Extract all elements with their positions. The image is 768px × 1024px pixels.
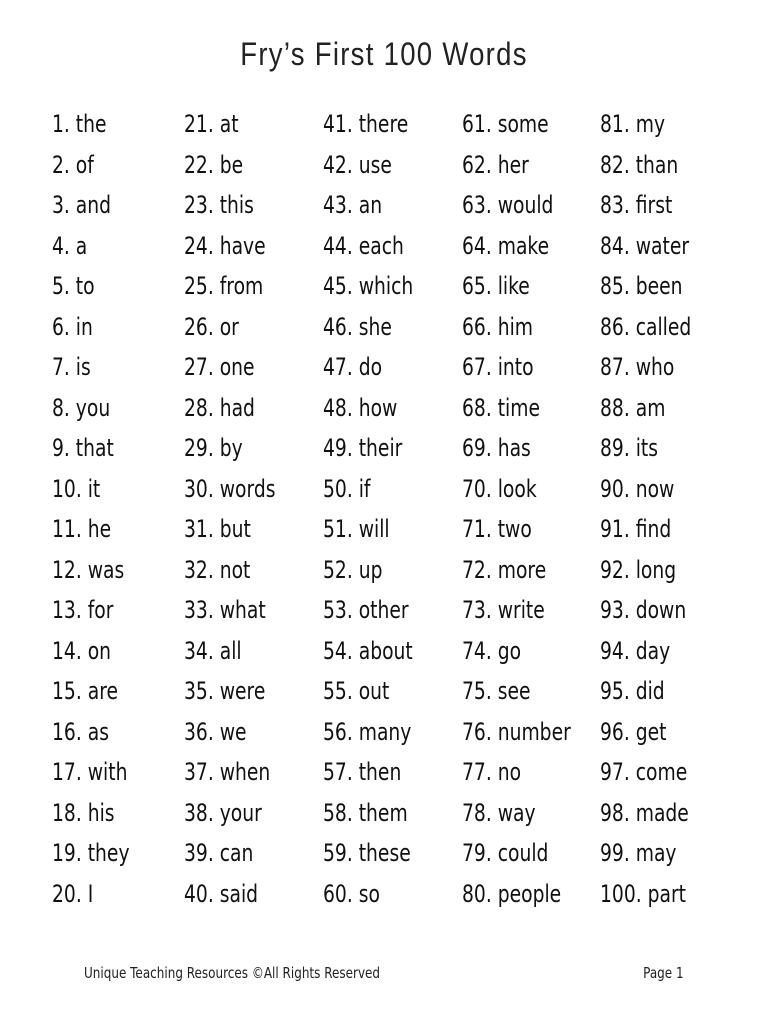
word-item: 55. out	[323, 677, 390, 705]
word-item: 38. your	[184, 798, 262, 827]
word-item: 2. of	[52, 150, 94, 179]
word-item: 24. have	[184, 231, 266, 260]
word-item: 50. if	[323, 474, 371, 503]
word-item: 57. then	[323, 758, 402, 786]
word-item: 80. people	[462, 879, 562, 908]
word-item: 66. him	[462, 312, 534, 341]
word-item: 33. what	[184, 596, 266, 624]
word-item: 29. by	[184, 434, 243, 462]
word-item: 48. how	[323, 393, 398, 422]
word-item: 87. who	[600, 353, 675, 381]
word-item: 27. one	[184, 353, 255, 381]
word-item: 36. we	[184, 717, 247, 746]
word-item: 34. all	[184, 636, 242, 665]
word-item: 15. are	[52, 677, 118, 705]
word-item: 26. or	[184, 312, 239, 341]
word-item: 46. she	[323, 312, 392, 341]
word-item: 90. now	[600, 474, 675, 503]
word-item: 95. did	[600, 677, 665, 705]
word-item: 31. but	[184, 515, 251, 543]
word-item: 44. each	[323, 231, 404, 260]
word-item: 54. about	[323, 636, 413, 665]
word-item: 4. a	[52, 231, 88, 260]
word-item: 20. I	[52, 879, 94, 908]
word-item: 59. these	[323, 839, 411, 867]
word-item: 16. as	[52, 717, 109, 746]
word-item: 69. has	[462, 434, 531, 462]
word-item: 9. that	[52, 434, 114, 462]
word-column-1	[52, 104, 202, 914]
word-item: 89. its	[600, 434, 659, 462]
footer-page-number: Page 1	[643, 964, 684, 982]
word-item: 35. were	[184, 677, 266, 705]
word-item: 17. with	[52, 758, 128, 786]
word-item: 97. come	[600, 758, 688, 786]
word-item: 52. up	[323, 555, 383, 584]
word-item: 3. and	[52, 191, 112, 219]
word-item: 5. to	[52, 272, 95, 300]
word-item: 21. at	[184, 110, 239, 138]
word-item: 1. the	[52, 110, 107, 138]
word-item: 43. an	[323, 191, 383, 219]
word-item: 76. number	[462, 717, 571, 746]
word-item: 86. called	[600, 312, 692, 341]
word-column-5	[600, 104, 750, 914]
word-item: 60. so	[323, 879, 380, 908]
word-item: 25. from	[184, 272, 264, 300]
word-item: 45. which	[323, 272, 414, 300]
page-title: Fry’s First 100 Words	[240, 36, 528, 72]
word-item: 61. some	[462, 110, 549, 138]
word-column-3	[323, 104, 473, 914]
word-item: 28. had	[184, 393, 255, 422]
word-item: 70. look	[462, 474, 537, 503]
word-item: 92. long	[600, 555, 677, 584]
word-item: 51. will	[323, 515, 390, 543]
word-item: 72. more	[462, 555, 547, 584]
word-item: 58. them	[323, 798, 408, 827]
word-item: 40. said	[184, 879, 259, 908]
word-item: 53. other	[323, 596, 409, 624]
word-item: 75. see	[462, 677, 531, 705]
word-item: 73. write	[462, 596, 545, 624]
word-column-2	[184, 104, 334, 914]
word-item: 18. his	[52, 798, 115, 827]
word-item: 67. into	[462, 353, 534, 381]
word-item: 100. part	[600, 879, 687, 908]
word-item: 23. this	[184, 191, 254, 219]
word-item: 14. on	[52, 636, 112, 665]
word-item: 62. her	[462, 150, 529, 179]
word-item: 99. may	[600, 839, 677, 867]
word-columns	[0, 104, 768, 914]
word-item: 56. many	[323, 717, 412, 746]
word-item: 84. water	[600, 231, 690, 260]
word-item: 85. been	[600, 272, 683, 300]
footer-copyright: Unique Teaching Resources ©All Rights Reserved	[84, 964, 381, 982]
word-item: 78. way	[462, 798, 536, 827]
word-item: 94. day	[600, 636, 671, 665]
word-item: 41. there	[323, 110, 409, 138]
word-item: 12. was	[52, 555, 125, 584]
word-item: 8. you	[52, 393, 111, 422]
word-item: 6. in	[52, 312, 93, 341]
word-item: 82. than	[600, 150, 679, 179]
word-item: 11. he	[52, 515, 112, 543]
word-item: 79. could	[462, 839, 549, 867]
word-item: 74. go	[462, 636, 522, 665]
word-item: 42. use	[323, 150, 392, 179]
word-item: 32. not	[184, 555, 251, 584]
word-item: 47. do	[323, 353, 383, 381]
word-item: 68. time	[462, 393, 541, 422]
word-item: 13. for	[52, 596, 114, 624]
word-item: 10. it	[52, 474, 101, 503]
word-item: 98. made	[600, 798, 689, 827]
word-item: 96. get	[600, 717, 667, 746]
word-item: 65. like	[462, 272, 530, 300]
word-item: 83. first	[600, 191, 673, 219]
word-item: 37. when	[184, 758, 271, 786]
word-item: 93. down	[600, 596, 687, 624]
word-item: 71. two	[462, 515, 532, 543]
word-item: 81. my	[600, 110, 666, 138]
word-item: 77. no	[462, 758, 522, 786]
word-item: 88. am	[600, 393, 666, 422]
word-item: 39. can	[184, 839, 254, 867]
word-item: 30. words	[184, 474, 276, 503]
word-item: 19. they	[52, 839, 130, 867]
word-column-4	[462, 104, 612, 914]
word-item: 7. is	[52, 353, 91, 381]
word-item: 63. would	[462, 191, 554, 219]
word-item: 64. make	[462, 231, 550, 260]
word-item: 91. find	[600, 515, 672, 543]
word-item: 22. be	[184, 150, 244, 179]
word-item: 49. their	[323, 434, 403, 462]
